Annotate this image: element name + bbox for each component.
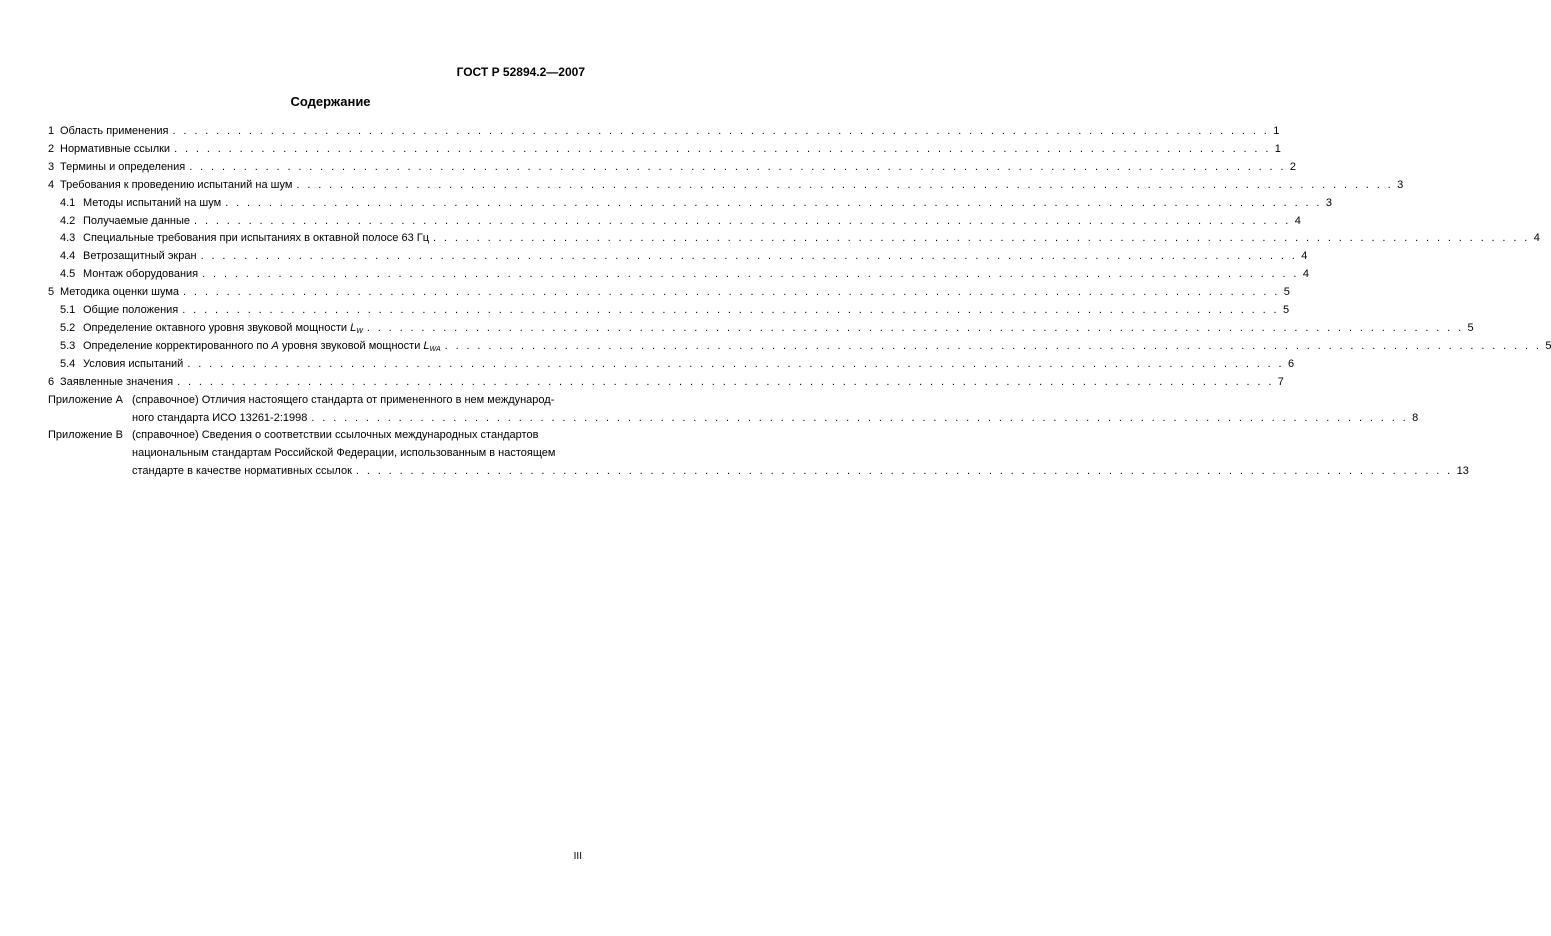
symbol-subscript: W xyxy=(356,327,363,335)
toc-entry-title: Ветрозащитный экран xyxy=(83,250,197,263)
toc-entry-number: 5.1 xyxy=(60,304,76,317)
toc-entry-page: 4 xyxy=(1294,214,1301,227)
toc-entry-1[interactable] xyxy=(48,123,1280,141)
annex-body xyxy=(132,427,1469,481)
toc-entry-number: 1 xyxy=(48,125,55,137)
page-number: III xyxy=(573,851,582,862)
toc-entry-number: 5 xyxy=(48,286,55,299)
toc-entry-4-3[interactable] xyxy=(48,230,1540,248)
annex-line xyxy=(132,392,1418,410)
toc-entry-number: 4.1 xyxy=(60,196,76,209)
table-of-contents xyxy=(48,123,1551,481)
annex-line-text: (справочное) Сведения о соответствии ссылочных международных стандартов xyxy=(132,429,539,442)
dot-leader xyxy=(433,230,1530,248)
dot-leader xyxy=(445,338,1542,356)
toc-entry-page: 5 xyxy=(1282,304,1290,317)
annex-line-text: (справочное) Отличия настоящего стандарта от примененного в нем международ- xyxy=(132,393,555,406)
toc-entry-5[interactable] xyxy=(48,284,1290,302)
toc-entry-number: 2 xyxy=(48,142,55,155)
toc-entry-page: 2 xyxy=(1289,160,1297,173)
dot-leader xyxy=(182,302,1279,320)
toc-entry-text-post: уровня звуковой мощности xyxy=(278,339,424,352)
toc-entry-page: 1 xyxy=(1274,142,1281,155)
toc-entry-title: Получаемые данные xyxy=(83,214,191,227)
toc-entry-page: 7 xyxy=(1277,375,1284,388)
toc-entry-page: 1 xyxy=(1273,125,1280,137)
symbol-l: L xyxy=(423,339,430,352)
toc-entry-title: Условия испытаний xyxy=(83,357,184,370)
toc-entry-text-pre: Определение корректированного по xyxy=(83,339,272,352)
toc-entry-4-2[interactable] xyxy=(48,213,1301,231)
annex-page: 8 xyxy=(1412,411,1419,424)
toc-entry-page: 5 xyxy=(1283,286,1290,299)
symbol-l: L xyxy=(350,321,357,334)
toc-entry-4-1[interactable] xyxy=(48,195,1332,213)
toc-entry-title: Общие положения xyxy=(83,304,179,317)
dot-leader xyxy=(189,159,1286,177)
toc-entry-number: 5.4 xyxy=(60,357,76,370)
toc-entry-title: Специальные требования при испытаниях в октавной полосе 63 Гц xyxy=(83,232,430,245)
toc-entry-number: 4.2 xyxy=(60,214,76,227)
annex-label: Приложение А xyxy=(48,393,123,406)
toc-entry-5-2[interactable] xyxy=(48,320,1474,338)
toc-entry-4-4[interactable] xyxy=(48,248,1308,266)
toc-entry-page: 5 xyxy=(1467,321,1474,334)
annex-line-text: стандарте в качестве нормативных ссылок xyxy=(132,465,352,478)
toc-entry-title: Нормативные ссылки xyxy=(60,142,171,155)
annex-line xyxy=(132,445,1469,463)
dot-leader xyxy=(177,374,1274,392)
toc-entry-number: 4.3 xyxy=(60,232,76,245)
dot-leader xyxy=(187,356,1284,374)
toc-entry-title: Заявленные значения xyxy=(60,375,174,388)
toc-entry-title: Термины и определения xyxy=(60,160,186,173)
dot-leader xyxy=(296,177,1393,195)
dot-leader xyxy=(194,213,1291,231)
toc-entry-text: Определение октавного уровня звуковой мощности xyxy=(83,321,351,334)
dot-leader xyxy=(202,266,1299,284)
annex-page: 13 xyxy=(1456,465,1469,478)
toc-entry-title: Требования к проведению испытаний на шум xyxy=(60,178,293,191)
toc-entry-title: Область применения xyxy=(60,125,169,137)
annex-body xyxy=(132,392,1418,428)
toc-entry-page: 6 xyxy=(1288,357,1295,370)
toc-entry-title: Методы испытаний на шум xyxy=(83,196,222,209)
toc-entry-5-1[interactable] xyxy=(48,302,1290,320)
symbol-a: А xyxy=(271,339,279,352)
toc-title: Содержание xyxy=(290,94,371,109)
annex-line-text: национальным стандартам Российской Федерации, использованным в настоящем xyxy=(132,447,556,460)
annex-label: Приложение В xyxy=(48,429,123,442)
toc-entry-title: Монтаж оборудования xyxy=(83,268,199,281)
annex-line xyxy=(132,463,1469,481)
toc-entry-6[interactable] xyxy=(48,374,1284,392)
toc-entry-number: 4 xyxy=(48,178,55,191)
toc-entry-title xyxy=(83,338,441,356)
toc-entry-number: 5.2 xyxy=(60,321,76,334)
dot-leader xyxy=(311,410,1408,428)
toc-entry-4[interactable] xyxy=(48,177,1404,195)
standard-header: ГОСТ Р 52894.2—2007 xyxy=(456,65,585,79)
dot-leader xyxy=(201,248,1298,266)
toc-entry-page: 4 xyxy=(1302,268,1309,281)
toc-entry-number: 4.5 xyxy=(60,268,76,281)
toc-entry-4-5[interactable] xyxy=(48,266,1309,284)
annex-line xyxy=(132,410,1418,428)
toc-entry-number: 6 xyxy=(48,375,55,388)
toc-entry-page: 3 xyxy=(1325,196,1332,209)
toc-entry-number: 4.4 xyxy=(60,250,76,263)
dot-leader xyxy=(225,195,1322,213)
symbol-subscript: WA xyxy=(429,345,441,353)
annex-line xyxy=(132,427,1469,445)
dot-leader xyxy=(174,141,1271,159)
dot-leader xyxy=(183,284,1280,302)
toc-entry-5-4[interactable] xyxy=(48,356,1295,374)
toc-annex-b[interactable] xyxy=(48,427,1469,481)
toc-entry-5-3[interactable] xyxy=(48,338,1551,356)
dot-leader xyxy=(173,123,1270,141)
toc-entry-title xyxy=(83,320,363,338)
toc-entry-page: 4 xyxy=(1533,232,1540,245)
dot-leader xyxy=(367,320,1464,338)
toc-entry-page: 5 xyxy=(1545,339,1551,352)
dot-leader xyxy=(356,463,1453,481)
toc-entry-page: 3 xyxy=(1397,178,1404,191)
annex-line-text: ного стандарта ИСО 13261-2:1998 xyxy=(132,411,308,424)
toc-entry-title: Методика оценки шума xyxy=(60,286,180,299)
toc-entry-number: 5.3 xyxy=(60,339,76,352)
toc-entry-page: 4 xyxy=(1301,250,1308,263)
toc-annex-a[interactable] xyxy=(48,392,1419,428)
toc-entry-number: 3 xyxy=(48,160,55,173)
toc-entry-2[interactable] xyxy=(48,141,1281,159)
toc-entry-3[interactable] xyxy=(48,159,1297,177)
